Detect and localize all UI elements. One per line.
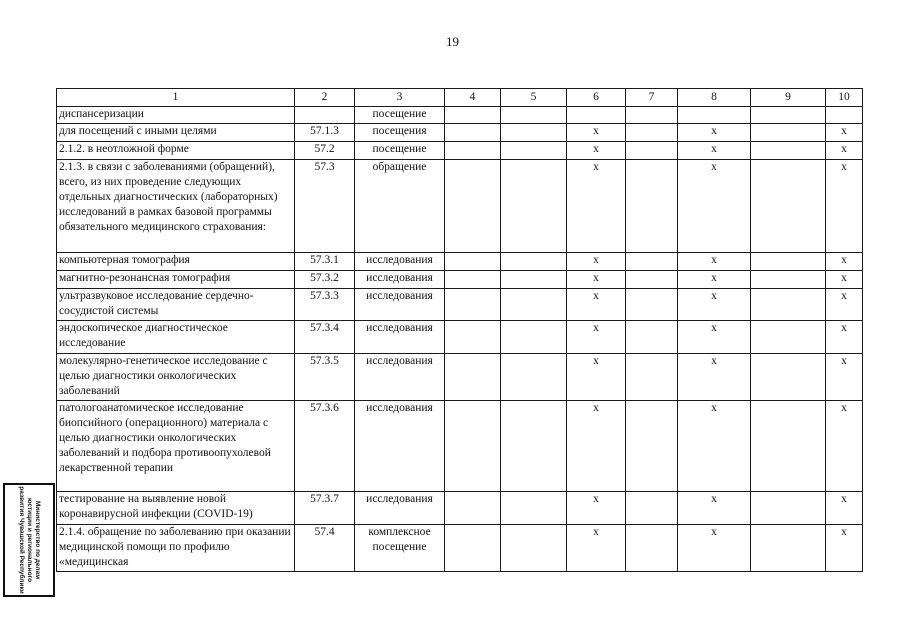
row-col8-cell: x — [678, 271, 751, 289]
row-col9-cell — [751, 401, 826, 492]
row-col7-cell — [626, 253, 678, 271]
row-col4-cell — [445, 401, 501, 492]
row-col6-cell: x — [567, 525, 626, 572]
row-col10-cell: x — [826, 124, 863, 142]
row-unit-cell: исследования — [355, 401, 445, 492]
row-code-cell: 57.3.7 — [295, 492, 355, 525]
row-col6-cell — [567, 107, 626, 124]
row-unit-cell: исследования — [355, 271, 445, 289]
row-unit-cell: исследования — [355, 354, 445, 401]
table-row — [57, 271, 863, 289]
row-unit-cell: исследования — [355, 253, 445, 271]
row-col6-cell: x — [567, 289, 626, 321]
row-col5-cell — [501, 160, 567, 253]
row-col4-cell — [445, 321, 501, 354]
row-col8-cell: x — [678, 321, 751, 354]
registration-stamp — [3, 483, 55, 597]
column-header: 9 — [751, 89, 826, 107]
row-col6-cell: x — [567, 401, 626, 492]
row-name-cell: эндоскопическое диагностическое исследование — [57, 321, 295, 354]
row-code-cell: 57.3.4 — [295, 321, 355, 354]
row-unit-cell: исследования — [355, 321, 445, 354]
table-row — [57, 525, 863, 572]
row-col4-cell — [445, 354, 501, 401]
row-col5-cell — [501, 289, 567, 321]
row-col9-cell — [751, 492, 826, 525]
row-unit-cell: исследования — [355, 492, 445, 525]
table-row — [57, 142, 863, 160]
row-col7-cell — [626, 107, 678, 124]
table-row — [57, 401, 863, 492]
row-col6-cell: x — [567, 253, 626, 271]
stamp-line: юстиции и регионального — [26, 497, 33, 583]
row-col7-cell — [626, 492, 678, 525]
row-name-cell: 2.1.3. в связи с заболеваниями (обращений), всего, из них проведение следующих отдельных диагностических (лабораторных) исследований в рамках базовой программы обязательного медицинского страхования: — [57, 160, 295, 253]
table-body — [57, 107, 863, 572]
row-col6-cell: x — [567, 354, 626, 401]
row-col5-cell — [501, 271, 567, 289]
row-code-cell: 57.1.3 — [295, 124, 355, 142]
row-code-cell — [295, 107, 355, 124]
page-number: 19 — [446, 34, 459, 49]
row-col6-cell: x — [567, 492, 626, 525]
column-header: 2 — [295, 89, 355, 107]
row-col8-cell: x — [678, 142, 751, 160]
row-col10-cell: x — [826, 321, 863, 354]
row-code-cell: 57.3.2 — [295, 271, 355, 289]
row-col8-cell: x — [678, 124, 751, 142]
row-col9-cell — [751, 160, 826, 253]
row-col4-cell — [445, 289, 501, 321]
row-col6-cell: x — [567, 124, 626, 142]
row-name-cell: патологоанатомическое исследование биопсийного (операционного) материала с целью диагностики онкологических заболеваний и подбора противоопухолевой лекарственной терапии — [57, 401, 295, 492]
row-col7-cell — [626, 289, 678, 321]
row-name-cell: молекулярно-генетическое исследование с целью диагностики онкологических заболеваний — [57, 354, 295, 401]
data-table — [56, 88, 863, 572]
row-col7-cell — [626, 525, 678, 572]
row-col8-cell: x — [678, 492, 751, 525]
row-col8-cell: x — [678, 289, 751, 321]
row-col6-cell: x — [567, 321, 626, 354]
row-col10-cell: x — [826, 271, 863, 289]
row-col7-cell — [626, 124, 678, 142]
row-col10-cell: x — [826, 289, 863, 321]
row-col5-cell — [501, 253, 567, 271]
table-row — [57, 124, 863, 142]
table-row — [57, 354, 863, 401]
row-col5-cell — [501, 124, 567, 142]
row-col9-cell — [751, 142, 826, 160]
row-name-cell: тестирование на выявление новой коронавирусной инфекции (COVID-19) — [57, 492, 295, 525]
row-col4-cell — [445, 271, 501, 289]
row-unit-cell: исследования — [355, 289, 445, 321]
row-col9-cell — [751, 107, 826, 124]
row-col7-cell — [626, 401, 678, 492]
row-name-cell: компьютерная томография — [57, 253, 295, 271]
row-col6-cell: x — [567, 271, 626, 289]
row-name-cell: 2.1.2. в неотложной форме — [57, 142, 295, 160]
row-unit-cell: посещение — [355, 142, 445, 160]
row-col9-cell — [751, 321, 826, 354]
stamp-line: Министерство по делам — [34, 500, 41, 580]
stamp-line: развития Чувашской Республики — [18, 486, 25, 594]
row-col9-cell — [751, 271, 826, 289]
column-header: 1 — [57, 89, 295, 107]
row-col7-cell — [626, 354, 678, 401]
row-col5-cell — [501, 107, 567, 124]
row-unit-cell: обращение — [355, 160, 445, 253]
row-col5-cell — [501, 321, 567, 354]
row-col10-cell: x — [826, 401, 863, 492]
row-col9-cell — [751, 253, 826, 271]
row-code-cell: 57.3 — [295, 160, 355, 253]
table-row — [57, 321, 863, 354]
column-header: 8 — [678, 89, 751, 107]
row-col4-cell — [445, 124, 501, 142]
row-col7-cell — [626, 271, 678, 289]
row-name-cell: ультразвуковое исследование сердечно-сосудистой системы — [57, 289, 295, 321]
row-col8-cell: x — [678, 253, 751, 271]
row-col9-cell — [751, 124, 826, 142]
row-col8-cell: x — [678, 401, 751, 492]
row-col9-cell — [751, 525, 826, 572]
row-code-cell: 57.3.1 — [295, 253, 355, 271]
row-code-cell: 57.3.6 — [295, 401, 355, 492]
row-code-cell: 57.3.3 — [295, 289, 355, 321]
row-col8-cell: x — [678, 160, 751, 253]
row-col4-cell — [445, 253, 501, 271]
table-row — [57, 289, 863, 321]
row-col7-cell — [626, 321, 678, 354]
row-unit-cell: посещение — [355, 107, 445, 124]
column-header: 5 — [501, 89, 567, 107]
header-row — [57, 89, 863, 107]
row-col10-cell — [826, 107, 863, 124]
row-col7-cell — [626, 160, 678, 253]
row-code-cell: 57.3.5 — [295, 354, 355, 401]
row-col4-cell — [445, 492, 501, 525]
row-code-cell: 57.2 — [295, 142, 355, 160]
row-col5-cell — [501, 354, 567, 401]
row-col10-cell: x — [826, 525, 863, 572]
column-header: 6 — [567, 89, 626, 107]
row-col8-cell — [678, 107, 751, 124]
row-code-cell: 57.4 — [295, 525, 355, 572]
row-col5-cell — [501, 401, 567, 492]
column-header: 4 — [445, 89, 501, 107]
row-col4-cell — [445, 142, 501, 160]
row-unit-cell: посещения — [355, 124, 445, 142]
row-col5-cell — [501, 142, 567, 160]
row-col5-cell — [501, 492, 567, 525]
column-header: 7 — [626, 89, 678, 107]
row-col10-cell: x — [826, 253, 863, 271]
row-col4-cell — [445, 107, 501, 124]
row-col8-cell: x — [678, 525, 751, 572]
row-name-cell: магнитно-резонансная томография — [57, 271, 295, 289]
row-col4-cell — [445, 525, 501, 572]
row-col10-cell: x — [826, 142, 863, 160]
table-row — [57, 107, 863, 124]
row-col10-cell: x — [826, 354, 863, 401]
table-row — [57, 253, 863, 271]
row-name-cell: для посещений с иными целями — [57, 124, 295, 142]
row-col8-cell: x — [678, 354, 751, 401]
row-col4-cell — [445, 160, 501, 253]
row-col10-cell: x — [826, 492, 863, 525]
row-col9-cell — [751, 289, 826, 321]
row-name-cell: 2.1.4. обращение по заболеванию при оказании медицинской помощи по профилю «медицинская — [57, 525, 295, 572]
column-header: 10 — [826, 89, 863, 107]
row-col6-cell: x — [567, 142, 626, 160]
row-col10-cell: x — [826, 160, 863, 253]
row-unit-cell: комплексное посещение — [355, 525, 445, 572]
row-col6-cell: x — [567, 160, 626, 253]
column-header: 3 — [355, 89, 445, 107]
row-col9-cell — [751, 354, 826, 401]
row-name-cell: диспансеризации — [57, 107, 295, 124]
table-row — [57, 160, 863, 253]
row-col7-cell — [626, 142, 678, 160]
row-col5-cell — [501, 525, 567, 572]
table-row — [57, 492, 863, 525]
